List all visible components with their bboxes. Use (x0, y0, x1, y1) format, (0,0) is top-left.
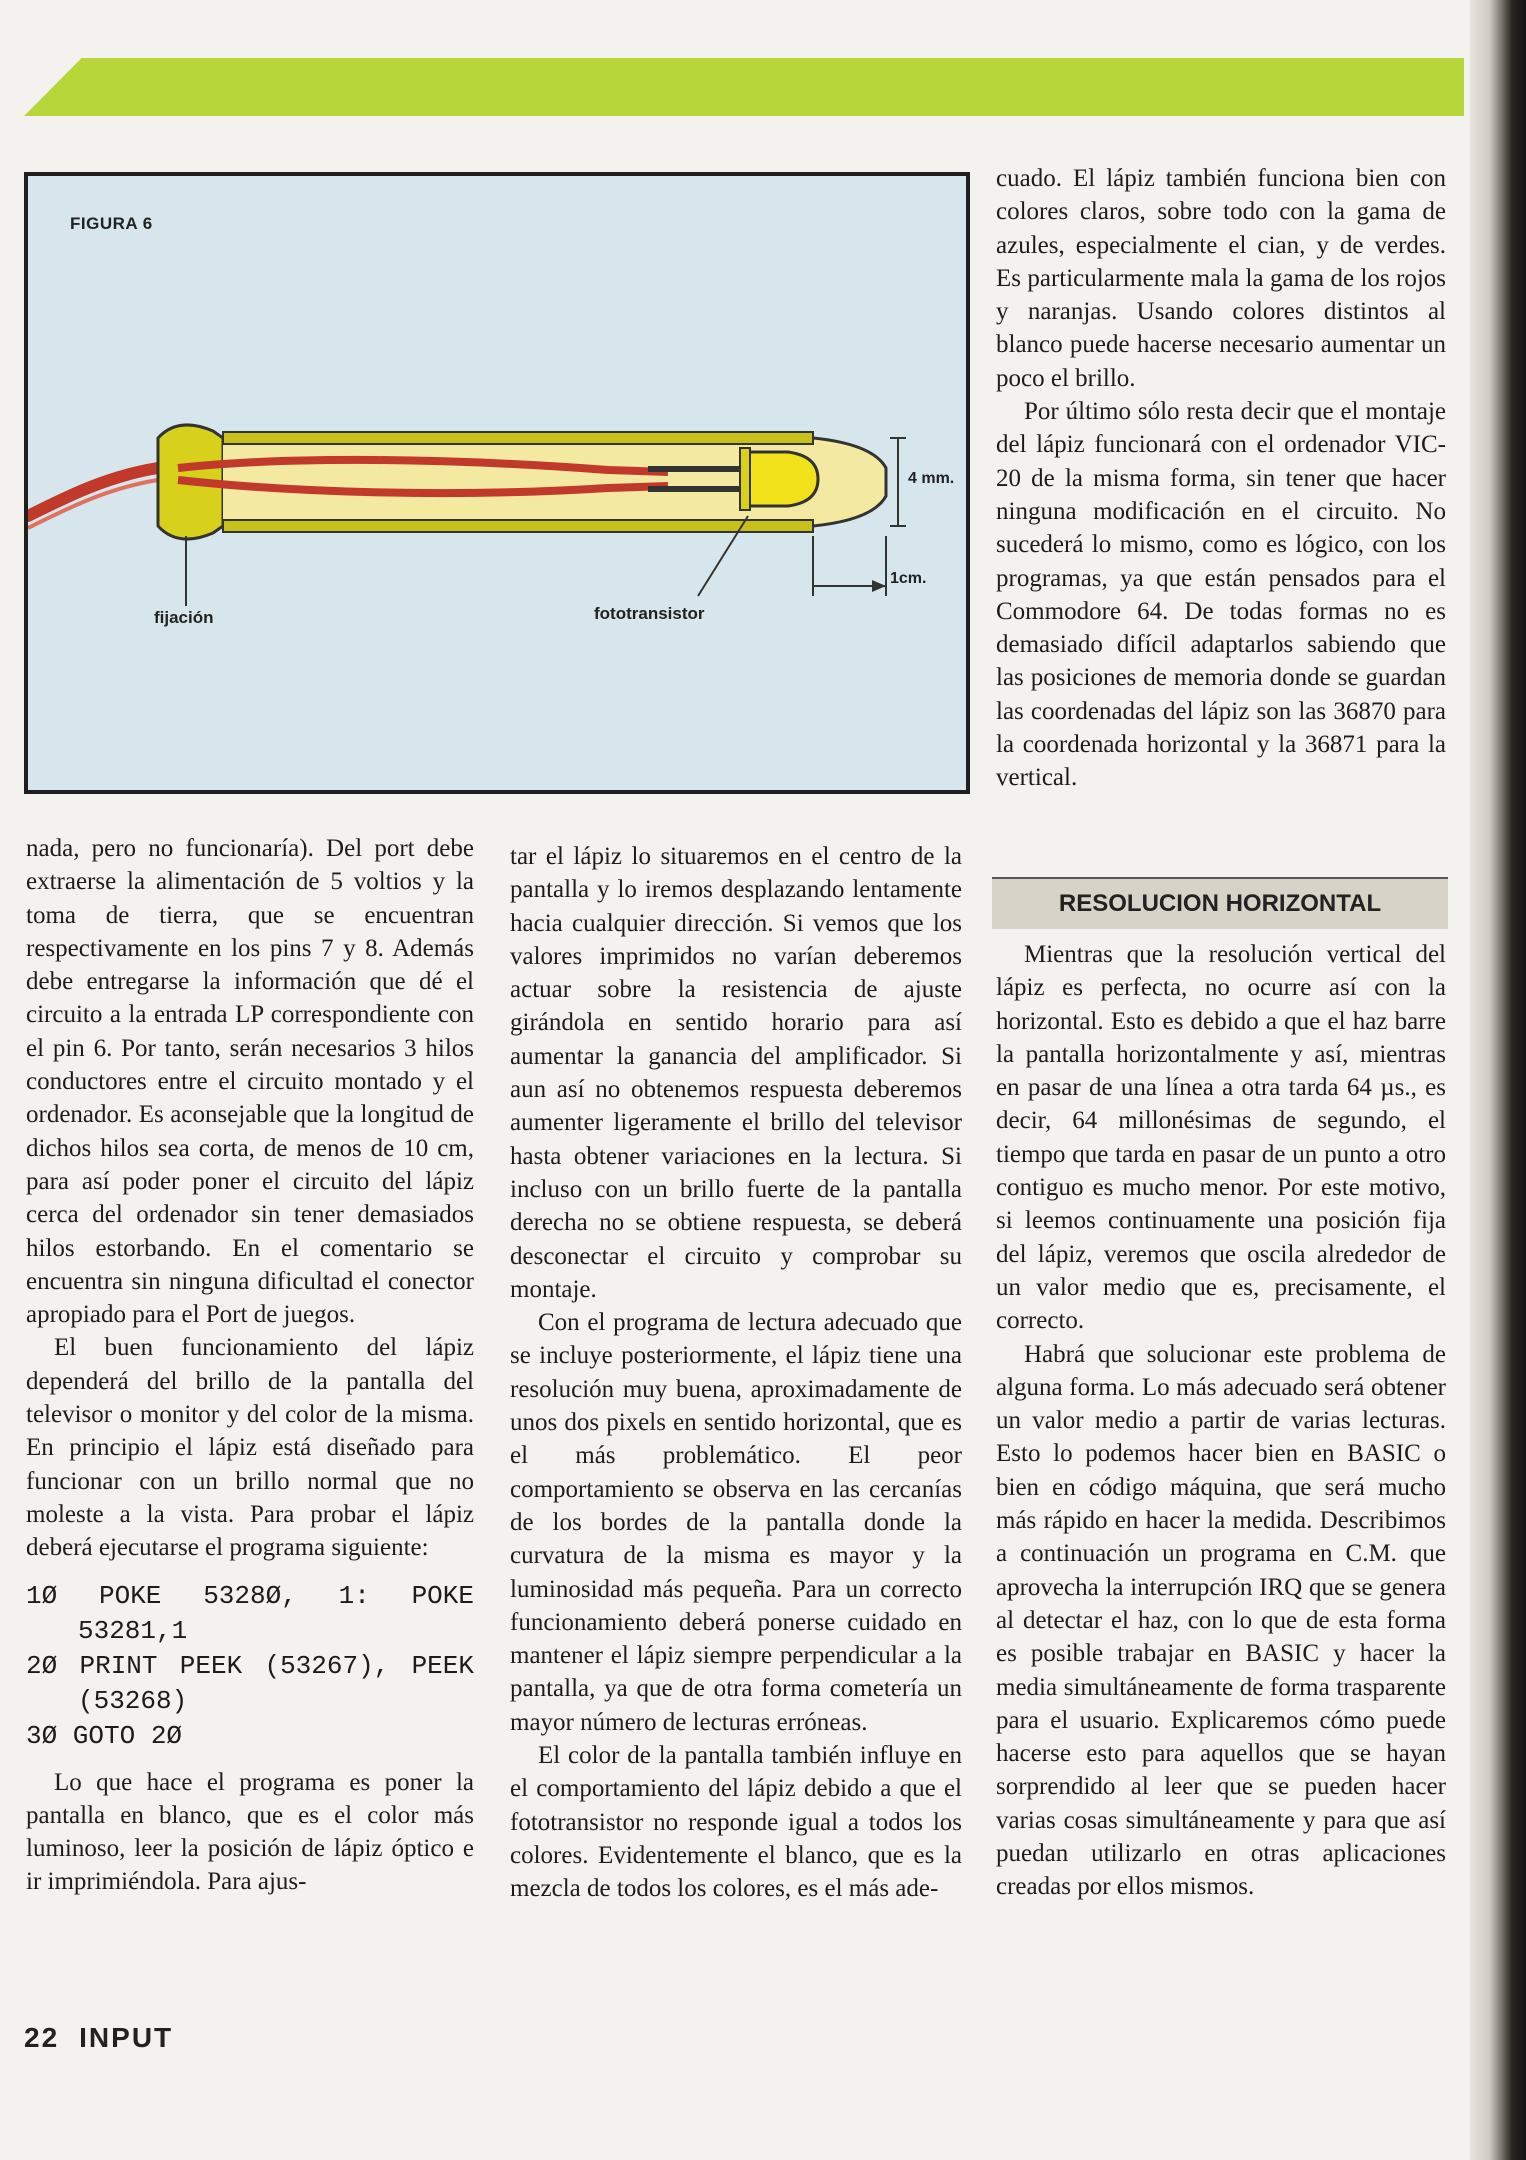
paragraph: nada, pero no funcionaría). Del port debe extraerse la alimentación de 5 voltios y la toma de tierra, que se encuentran respectivamente en los pins 7 y 8. Además debe entregarse la información que dé el circuito a la entrada LP correspondiente con el pin 6. Por tanto, serán necesarios 3 hilos conductores entre el circuito montado y el ordenador. Es aconsejable que la longitud de dichos hilos sea corta, de menos de 10 cm, para así poder poner el circuito del lápiz cerca del ordenador sin tener demasiados hilos estorbando. En el comentario se encuentra sin ninguna dificultad el conector apropiado para el Port de juegos. (26, 835, 474, 1329)
paragraph: El buen funcionamiento del lápiz dependerá del brillo de la pantalla del televisor o monitor y del color de la misma. En principio el lápiz está diseñado para funcionar con un brillo normal que no moleste a la vista. Para probar el lápiz deberá ejecutarse el programa siguiente: (26, 1334, 474, 1562)
code-line: 3Ø GOTO 2Ø (26, 1720, 183, 1751)
section-heading: RESOLUCION HORIZONTAL (992, 877, 1448, 929)
magazine-name: INPUT (79, 2022, 174, 2053)
paragraph: El color de la pantalla también influye en el comportamiento del lápiz debido a que el fototransistor no responde igual a todos los colores. Evidentemente el blanco, que es la mezcla de todos los colores, es el más ade- (510, 1742, 962, 1903)
code-line: 2Ø PRINT PEEK (53267), PEEK (53268) (26, 1650, 474, 1716)
basic-program (26, 1579, 474, 1754)
page-binding-edge (1470, 0, 1526, 2160)
text-column-1 (26, 832, 474, 1899)
label-1cm: 1cm. (890, 570, 927, 587)
code-line: 1Ø POKE 5328Ø, 1: POKE 53281,1 (26, 1580, 474, 1646)
paragraph: Por último sólo resta decir que el montaje del lápiz funcionará con el ordenador VIC-20 de la misma forma, sin tener que hacer ninguna modificación en el circuito. No sucederá lo mismo, como es lógico, con los programas, ya que están pensados para el Commodore 64. De todas formas no es demasiado difícil adaptarlos sabiendo que las posiciones de memoria donde se guardan las coordenadas del lápiz son las 36870 para la coordenada horizontal y la 36871 para la vertical. (996, 398, 1446, 792)
label-phototransistor: fototransistor (594, 604, 705, 623)
paragraph: Mientras que la resolución vertical del lápiz es perfecta, no ocurre así con la horizontal. Esto es debido a que el haz barre la pantalla horizontalmente y así, mientras en pasar de una línea a otra tarda 64 µs., es decir, 64 millonésimas de segundo, el tiempo que tarda en pasar de un punto a otro contiguo es mucho menor. Por este motivo, si leemos continuamente una posición fija del lápiz, veremos que oscila alrededor de un valor medio que es, precisamente, el correcto. (996, 941, 1446, 1335)
light-pen-diagram (28, 176, 966, 790)
page-number: 22 (24, 2022, 60, 2053)
paragraph: Lo que hace el programa es poner la pantalla en blanco, que es el color más luminoso, leer la posición de lápiz óptico e ir imprimiéndola. Para ajus- (26, 1768, 474, 1896)
text-column-2 (510, 840, 962, 1906)
header-color-band (24, 58, 1464, 116)
paragraph: tar el lápiz lo situaremos en el centro de la pantalla y lo iremos desplazando lentamente hacia cualquier dirección. Si vemos que los valores imprimidos no varían deberemos actuar sobre la resistencia de ajuste girándola en sentido horario para así aumentar la ganancia del amplificador. Si aun así no obtenemos respuesta deberemos aumenter ligeramente el brillo del televisor hasta obtener variaciones en la lectura. Si incluso con un brillo fuerte de la pantalla derecha no se obtiene respuesta, se deberá desconectar el circuito y comprobar su montaje. (510, 843, 962, 1303)
text-column-3-top (996, 162, 1446, 795)
paragraph: cuado. El lápiz también funciona bien con colores claros, sobre todo con la gama de azules, especialmente el cian, y de verdes. Es particularmente mala la gama de los rojos y naranjas. Usando colores distintos al blanco puede hacerse necesario aumentar un poco el brillo. (996, 165, 1446, 392)
figure-title: FIGURA 6 (70, 214, 153, 233)
paragraph: Con el programa de lectura adecuado que se incluye posteriormente, el lápiz tiene una resolución muy buena, aproximadamente de unos dos pixels en sentido horizontal, que es el más problemático. El peor comportamiento se observa en las cercanías de los bordes de la pantalla donde la curvatura de la misma es mayor y la luminosidad más pequeña. Para un correcto funcionamiento deberá ponerse cuidado en mantener el lápiz siempre perpendicular a la pantalla, ya que de otra forma cometería un mayor número de lecturas erróneas. (510, 1309, 962, 1736)
label-fixing: fijación (154, 608, 214, 627)
text-column-3-bottom (996, 938, 1446, 1904)
paragraph: Habrá que solucionar este problema de alguna forma. Lo más adecuado será obtener un valor medio a partir de varias lecturas. Esto lo podemos hacer bien en BASIC o bien en código máquina, que será mucho más rápido en hacer la medida. Describimos a continuación un programa en C.M. que aprovecha la interrupción IRQ que se genera al detectar el haz, con lo que de esta forma es posible trabajar en BASIC y hacer la media simultáneamente de forma trasparente para el usuario. Explicaremos cómo puede hacerse esto para aquellos que se hayan sorprendido al leer que se pueden hacer varias cosas simultáneamente y para que así puedan utilizarlo en otras aplicaciones creadas por ellos mismos. (996, 1340, 1446, 1901)
label-4mm: 4 mm. (908, 470, 955, 487)
page-footer (24, 2022, 173, 2054)
figure-6 (24, 172, 970, 794)
